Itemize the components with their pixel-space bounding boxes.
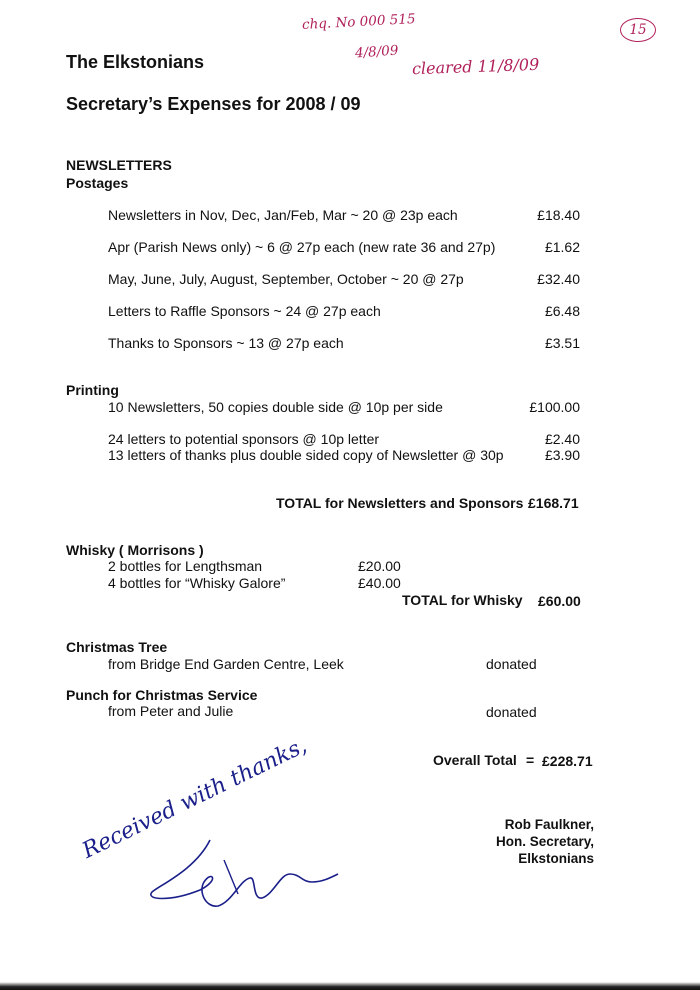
postage-amount: £3.51	[544, 335, 580, 351]
org-title: The Elkstonians	[66, 52, 205, 72]
printing-heading: Printing	[66, 382, 119, 398]
newsletters-total-label: TOTAL for Newsletters and Sponsors	[276, 495, 524, 511]
postage-desc: Letters to Raffle Sponsors ~ 24 @ 27p each	[108, 303, 381, 319]
postage-amount: £1.62	[544, 239, 580, 255]
whisky-item-amount: £20.00	[358, 558, 401, 574]
postage-desc: May, June, July, August, September, October ~ 20 @ 27p	[108, 271, 464, 287]
christmas-tree-heading: Christmas Tree	[66, 639, 168, 655]
postage-amount: £18.40	[537, 207, 580, 223]
cheque-date-note: 4/8/09	[354, 42, 399, 62]
newsletters-heading: NEWSLETTERS	[66, 157, 172, 173]
signature-role: Hon. Secretary,	[495, 834, 594, 849]
christmas-tree-desc: from Bridge End Garden Centre, Leek	[108, 656, 344, 672]
postage-desc: Apr (Parish News only) ~ 6 @ 27p each (new rate 36 and 27p)	[108, 239, 496, 255]
postage-desc: Newsletters in Nov, Dec, Jan/Feb, Mar ~ 20 @ 23p each	[108, 207, 458, 223]
handwritten-signature	[140, 830, 340, 920]
overall-total-equals: =	[526, 752, 535, 768]
whisky-item-amount: £40.00	[358, 575, 401, 591]
postage-desc: Thanks to Sponsors ~ 13 @ 27p each	[108, 335, 344, 351]
whisky-total-amount: £60.00	[538, 593, 581, 609]
printing-amount: £100.00	[529, 399, 580, 415]
received-note: Received with thanks,	[78, 733, 311, 864]
scan-bottom-edge	[0, 982, 700, 990]
overall-total-amount: £228.71	[542, 753, 593, 769]
whisky-total-label: TOTAL for Whisky	[402, 592, 523, 608]
printing-desc: 24 letters to potential sponsors @ 10p letter	[108, 431, 380, 447]
whisky-item-desc: 4 bottles for “Whisky Galore”	[108, 575, 286, 591]
punch-desc: from Peter and Julie	[108, 703, 234, 719]
newsletters-total-amount: £168.71	[528, 495, 579, 511]
christmas-tree-status: donated	[486, 656, 537, 672]
cheque-number-note: chq. No 000 515	[301, 11, 416, 33]
page-number: 15	[629, 22, 647, 38]
signature-org: Elkstonians	[518, 851, 594, 866]
overall-total-label: Overall Total	[433, 752, 517, 768]
printing-desc: 13 letters of thanks plus double sided copy of Newsletter @ 30p	[108, 447, 504, 463]
postage-amount: £32.40	[537, 271, 580, 287]
page-title: Secretary’s Expenses for 2008 / 09	[66, 94, 361, 114]
postage-amount: £6.48	[544, 303, 580, 319]
whisky-heading: Whisky ( Morrisons )	[66, 542, 204, 558]
cleared-note: cleared 11/8/09	[411, 54, 540, 79]
punch-heading: Punch for Christmas Service	[66, 687, 258, 703]
signature-name: Rob Faulkner,	[504, 817, 594, 832]
printing-desc: 10 Newsletters, 50 copies double side @ 10p per side	[108, 399, 443, 415]
printing-amount: £3.90	[544, 447, 580, 463]
punch-status: donated	[486, 704, 537, 720]
whisky-item-desc: 2 bottles for Lengthsman	[108, 558, 263, 574]
postages-heading: Postages	[66, 175, 129, 191]
page-number-circle	[620, 18, 656, 42]
printing-amount: £2.40	[544, 431, 580, 447]
